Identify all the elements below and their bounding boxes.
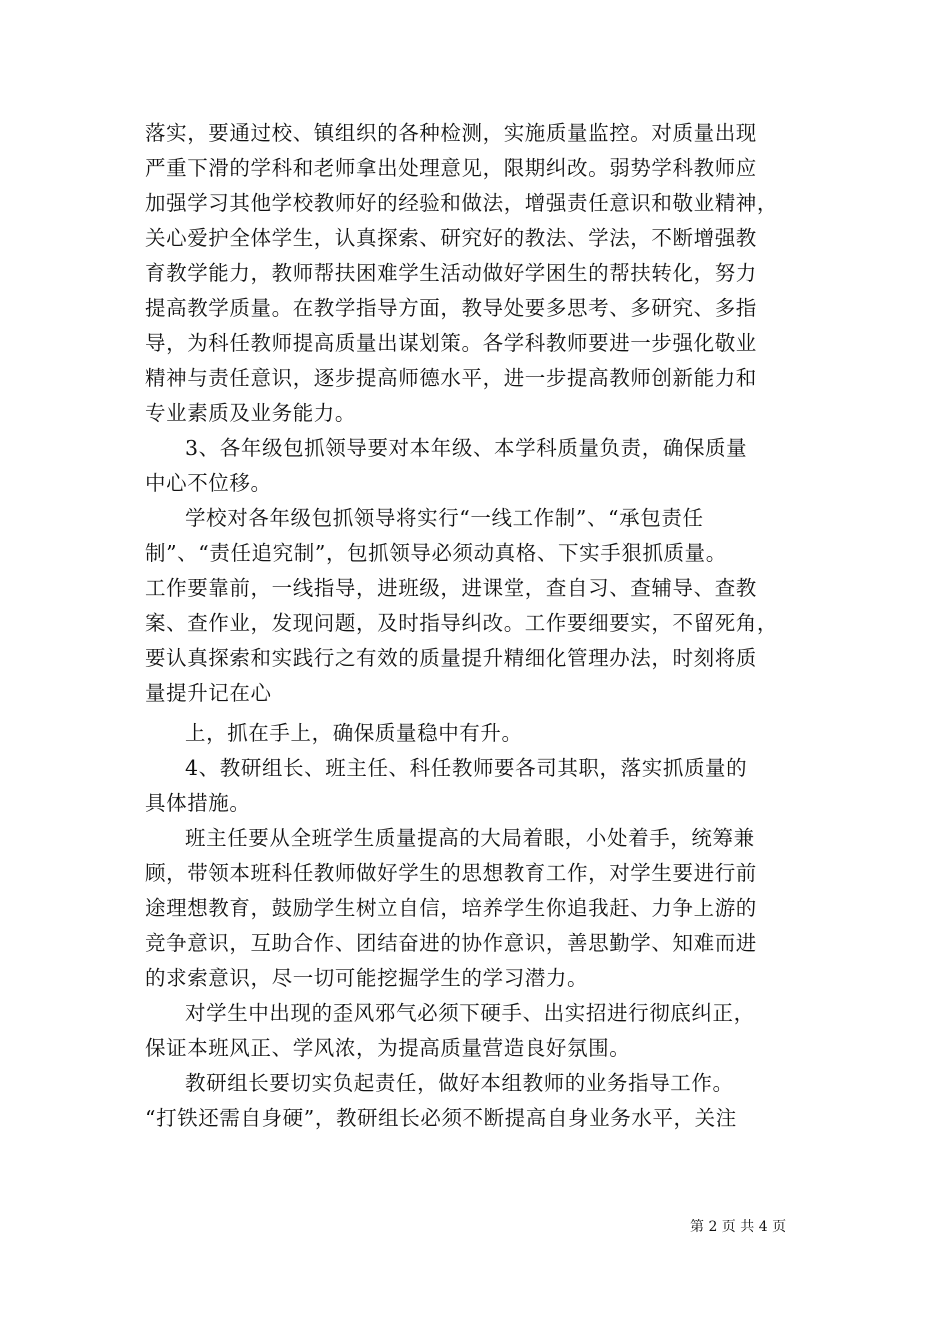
- page-number: 第 2 页 共 4 页: [690, 1219, 787, 1235]
- paragraph-line: 的求索意识，尽一切可能挖掘学生的学习潜力。: [145, 966, 589, 990]
- paragraph-line: 3、各年级包抓领导要对本年级、本学科质量负责，确保质量: [185, 436, 748, 460]
- paragraph-line: 学校对各年级包抓领导将实行“一线工作制”、“承包责任: [185, 506, 704, 530]
- paragraph-line: 上，抓在手上，确保质量稳中有升。: [185, 721, 523, 745]
- paragraph-line: 专业素质及业务能力。: [145, 401, 356, 425]
- paragraph-line: 要认真探索和实践行之有效的质量提升精细化管理办法，时刻将质: [145, 646, 757, 670]
- paragraph-line: 班主任要从全班学生质量提高的大局着眼，小处着手，统筹兼: [185, 826, 755, 850]
- paragraph-line: 案、查作业，发现问题，及时指导纠改。工作要细要实，不留死角，: [145, 611, 778, 635]
- paragraph-line: 中心不位移。: [145, 471, 272, 495]
- paragraph-line: 落实，要通过校、镇组织的各种检测，实施质量监控。对质量出现: [145, 121, 757, 145]
- paragraph-line: 导，为科任教师提高质量出谋划策。各学科教师要进一步强化敬业: [145, 331, 757, 355]
- paragraph-line: 教研组长要切实负起责任，做好本组教师的业务指导工作。: [185, 1071, 734, 1095]
- paragraph-line: 量提升记在心: [145, 681, 272, 705]
- paragraph-line: 对学生中出现的歪风邪气必须下硬手、出实招进行彻底纠正，: [185, 1001, 755, 1025]
- paragraph-line: 提高教学质量。在教学指导方面，教导处要多思考、多研究、多指: [145, 296, 757, 320]
- paragraph-line: 严重下滑的学科和老师拿出处理意见，限期纠改。弱势学科教师应: [145, 156, 757, 180]
- paragraph-line: 竞争意识，互助合作、团结奋进的协作意识，善思勤学、知难而进: [145, 931, 757, 955]
- paragraph-line: 加强学习其他学校教师好的经验和做法，增强责任意识和敬业精神，: [145, 191, 778, 215]
- paragraph-line: 精神与责任意识，逐步提高师德水平，进一步提高教师创新能力和: [145, 366, 757, 390]
- paragraph-line: 育教学能力，教师帮扶困难学生活动做好学困生的帮扶转化，努力: [145, 261, 757, 285]
- paragraph-line: 途理想教育，鼓励学生树立自信，培养学生你追我赶、力争上游的: [145, 896, 757, 920]
- paragraph-line: 保证本班风正、学风浓，为提高质量营造良好氛围。: [145, 1036, 631, 1060]
- paragraph-line: 顾，带领本班科任教师做好学生的思想教育工作，对学生要进行前: [145, 861, 757, 885]
- paragraph-line: 制”、“责任追究制”，包抓领导必须动真格、下实手狠抓质量。: [145, 541, 727, 565]
- paragraph-line: “打铁还需自身硬”，教研组长必须不断提高自身业务水平，关注: [145, 1106, 737, 1130]
- paragraph-line: 4、教研组长、班主任、科任教师要各司其职，落实抓质量的: [185, 756, 748, 780]
- paragraph-line: 工作要靠前，一线指导，进班级，进课堂，查自习、查辅导、查教: [145, 576, 757, 600]
- paragraph-line: 具体措施。: [145, 791, 251, 815]
- paragraph-line: 关心爱护全体学生，认真探索、研究好的教法、学法，不断增强教: [145, 226, 757, 250]
